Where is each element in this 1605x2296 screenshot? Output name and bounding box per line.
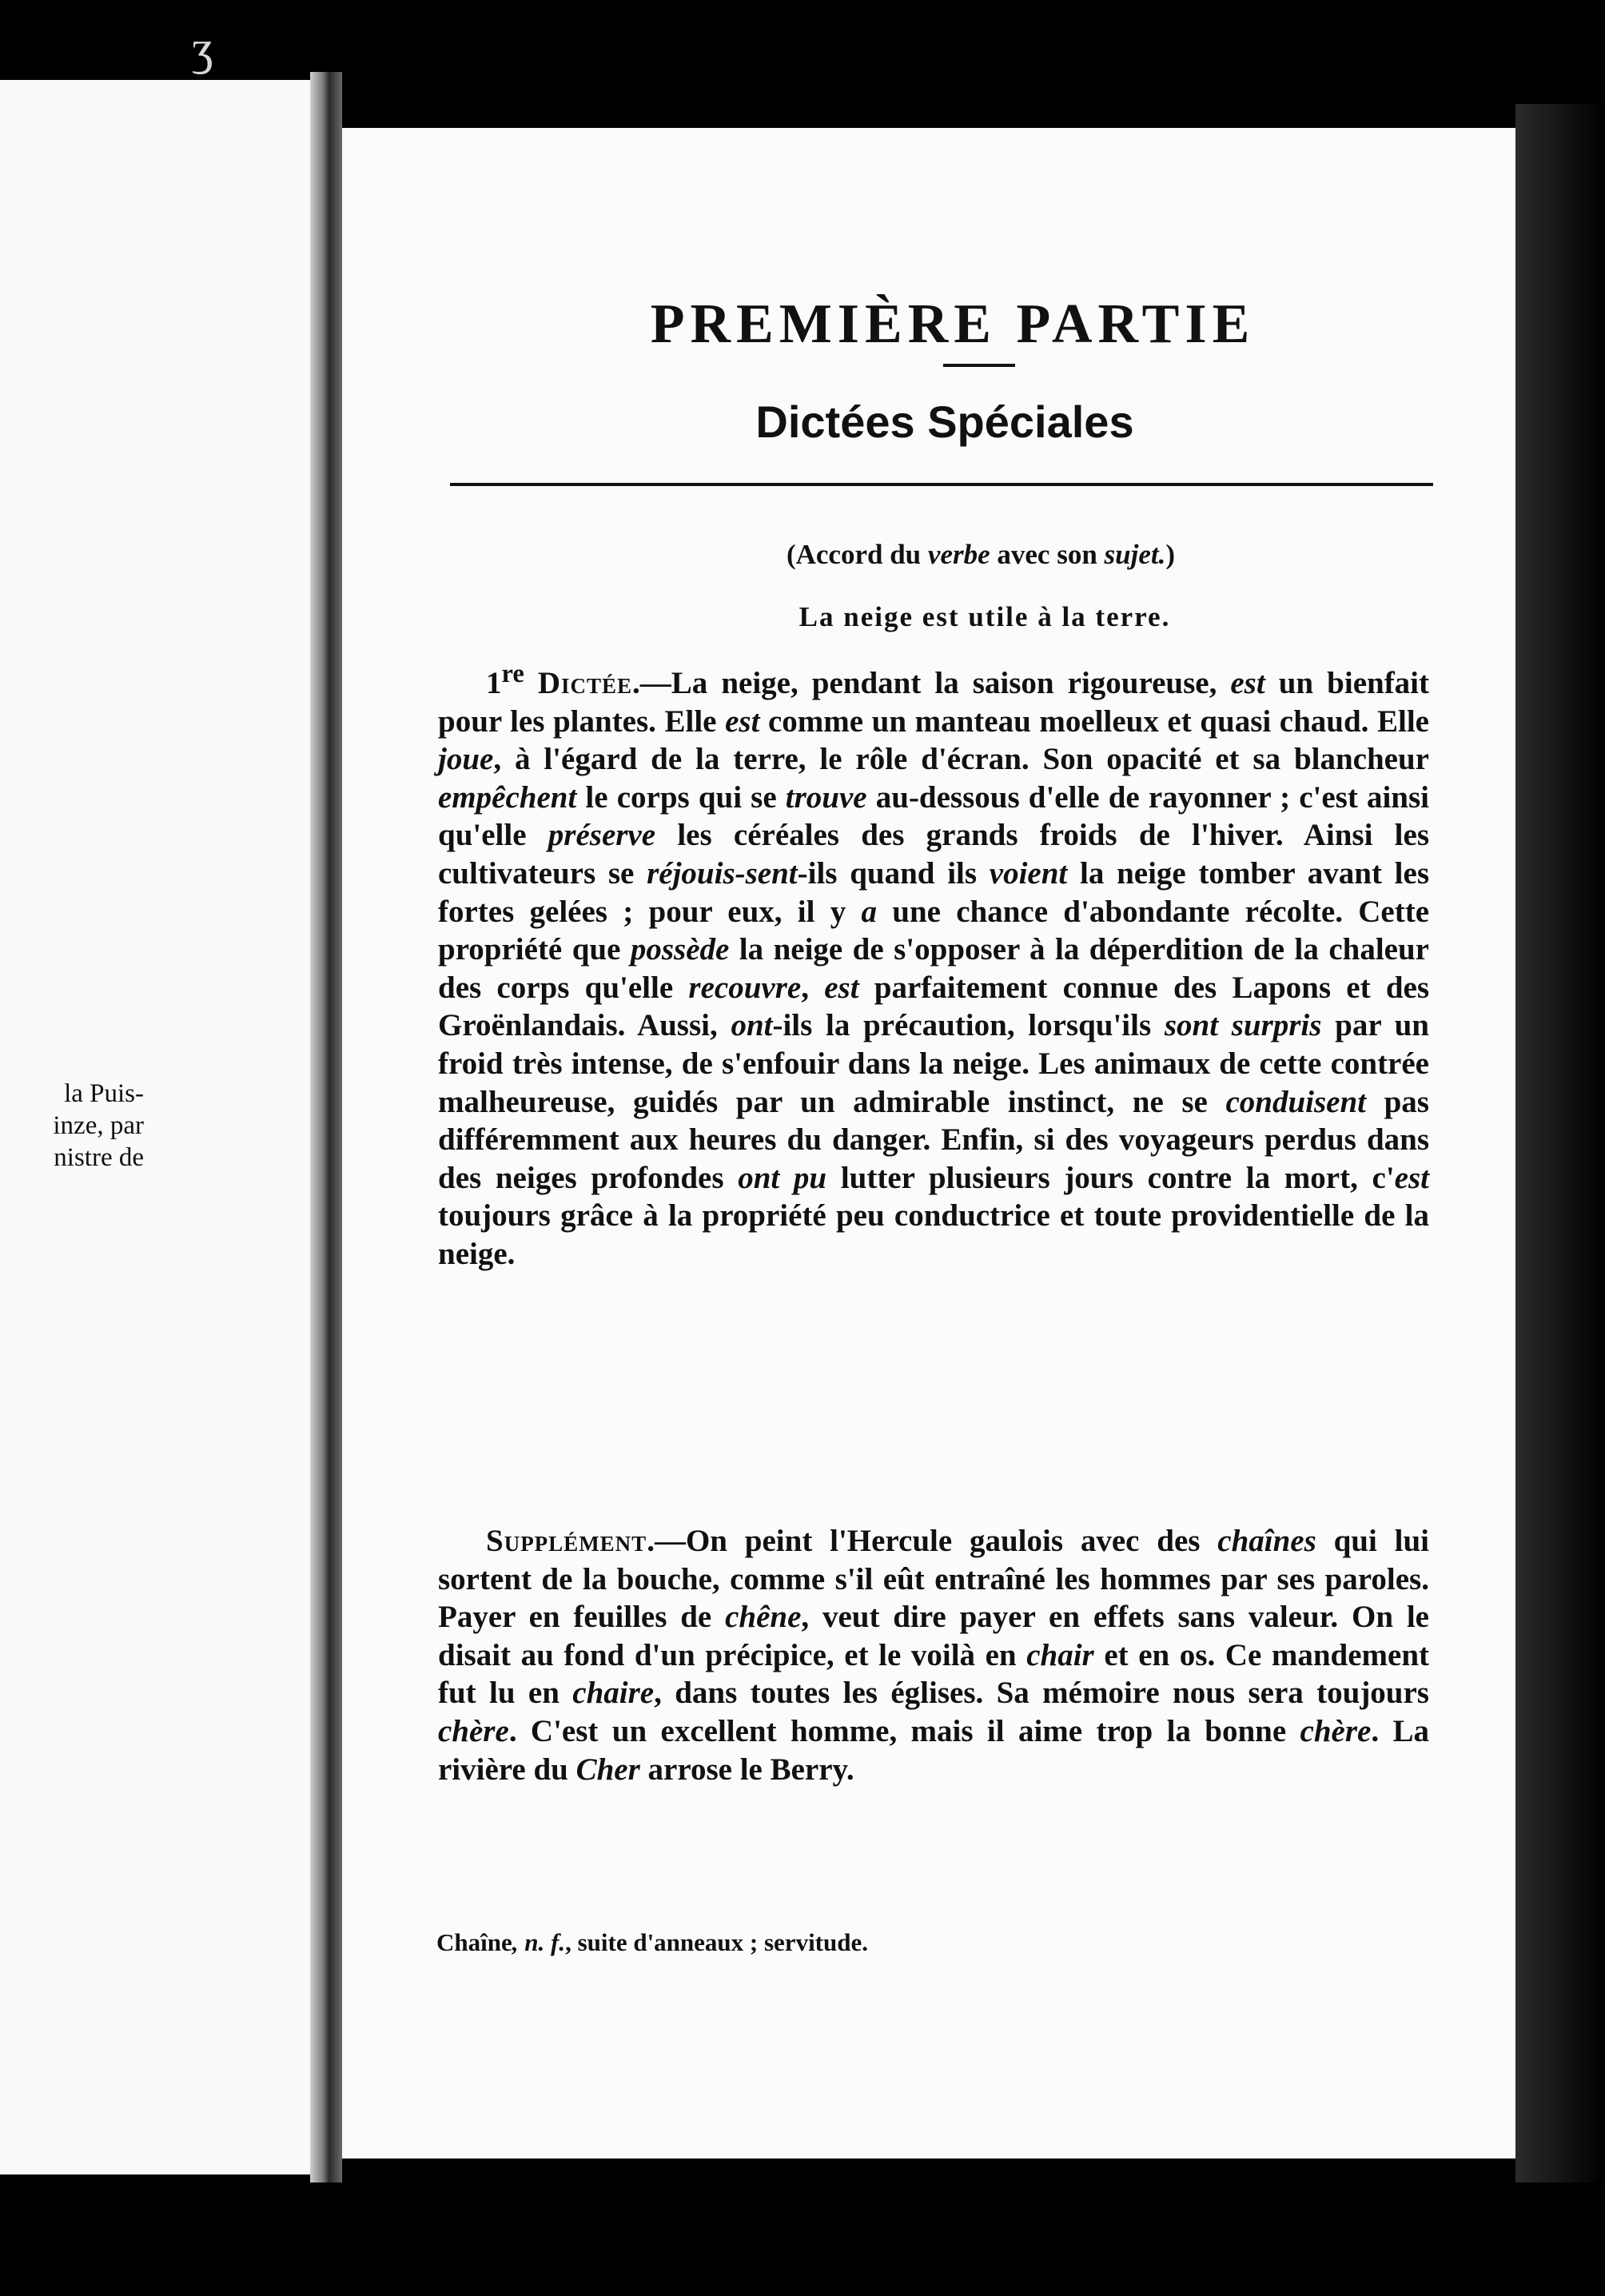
dictee-verb: est <box>1394 1160 1429 1195</box>
left-page-text-fragments <box>0 1078 144 1174</box>
glossary-entry <box>436 1927 868 1959</box>
dictee-verb: sont surpris <box>1164 1008 1322 1043</box>
dictee-verb: est <box>725 704 760 739</box>
left-fragment-line: nistre de <box>54 1143 144 1172</box>
dictee-verb: possède <box>630 932 730 967</box>
book-gutter <box>310 72 342 2182</box>
rubric-suffix: ) <box>1165 539 1176 570</box>
part-title: PREMIÈRE PARTIE <box>650 293 1256 355</box>
dictee-verb: conduisent <box>1225 1084 1367 1119</box>
section-divider <box>450 483 1433 486</box>
dictee-verb: est <box>824 970 859 1005</box>
glossary-definition: , suite d'anneaux ; servitude. <box>565 1928 868 1956</box>
dictee-number: 1 <box>486 666 502 700</box>
dictee-paragraph <box>438 656 1429 1274</box>
dictee-text-segment: par un froid très intense, de s'enfouir dans la neige. Les animaux de cette contrée malheureuse, guidés par un admirable instinct, ne se <box>438 1008 1429 1119</box>
grammar-rubric <box>342 537 1515 572</box>
dictee-text-segment: comme un manteau moelleux et quasi chaud. Elle <box>759 704 1429 739</box>
dictee-verb: recouvre <box>688 970 802 1005</box>
dictee-text-segment: une chance d'abondante récolte. Cette propriété que <box>438 894 1430 967</box>
dictee-verb: ont <box>731 1008 773 1043</box>
homonym-word: chère <box>1300 1713 1372 1748</box>
left-fragment-line: inze, par <box>53 1111 144 1140</box>
rubric-prefix: (Accord du <box>786 539 928 570</box>
glossary-abbreviation: , n. f. <box>512 1928 566 1956</box>
dictee-text-segment: la neige tomber avant les fortes gelées ; pour eux, il y <box>438 855 1429 929</box>
dictee-verb: trouve <box>785 779 867 815</box>
page-edge-shadow <box>1515 104 1605 2182</box>
dictee-text-segment: -ils la précaution, lorsqu'ils <box>772 1008 1165 1043</box>
rubric-middle: avec son <box>990 539 1105 570</box>
dictee-text-segment: , à l'égard de la terre, le rôle d'écran. Son opacité et sa blancheur <box>493 742 1429 777</box>
supplement-text-segment: qui lui sortent de la bouche, comme s'il eût entraîné les hommes par ses paroles. Payer en feuilles de <box>438 1524 1429 1635</box>
homonym-word: chair <box>1026 1637 1094 1672</box>
dictee-verb: préserve <box>548 818 656 853</box>
dictee-number-suffix: re <box>501 660 524 688</box>
rubric-sujet: sujet. <box>1104 539 1166 570</box>
homonym-word: Cher <box>575 1752 640 1787</box>
dictee-text-segment: pas différemment aux heures du danger. Enfin, si des voyageurs perdus dans des neiges profondes <box>438 1084 1429 1195</box>
dictee-title: La neige est utile à la terre. <box>799 601 1171 632</box>
dictee-text-segment: la neige de s'opposer à la déperdition de la chaleur des corps qu'elle <box>438 932 1429 1005</box>
dictee-verb: voient <box>989 855 1068 891</box>
homonym-word: chêne <box>725 1600 802 1635</box>
supplement-text-segment: et en os. Ce mandement fut lu en <box>438 1637 1430 1711</box>
homonym-word: chaînes <box>1217 1524 1316 1558</box>
rubric-verbe: verbe <box>927 539 990 570</box>
homonym-word: chère <box>438 1713 509 1748</box>
dictee-text-segment: lutter plusieurs jours contre la mort, c' <box>826 1160 1395 1195</box>
dictee-text-segment: un bienfait pour les plantes. Elle <box>438 666 1430 739</box>
section-subtitle: Dictées Spéciales <box>755 397 1134 447</box>
dictee-verb: a <box>861 894 877 929</box>
dictee-text-segment: le corps qui se <box>576 779 786 815</box>
left-facing-page <box>0 80 310 2174</box>
dictee-verb: réjouis-sent <box>647 855 798 891</box>
dictee-verb: empêchent <box>438 779 577 815</box>
book-page <box>342 128 1515 2158</box>
supplement-text-segment: .—On peint l'Hercule gaulois avec des <box>647 1524 1218 1558</box>
dictee-label: Dictée <box>537 666 633 700</box>
supplement-text-segment: , veut dire payer en effets sans valeur. On le disait au fond d'un précipice, et le voilà en <box>438 1600 1429 1672</box>
dictee-verb: est <box>1230 666 1265 700</box>
supplement-paragraph <box>438 1522 1429 1788</box>
left-fragment-line: la Puis- <box>64 1079 144 1108</box>
supplement-text-segment: , dans toutes les églises. Sa mémoire nous sera toujours <box>654 1676 1429 1711</box>
dictee-text-segment: les céréales des grands froids de l'hiver. Ainsi les cultivateurs se <box>438 818 1429 891</box>
supplement-text-segment: . La rivière du <box>438 1713 1429 1787</box>
scan-mark: ʒ <box>192 22 213 74</box>
supplement-text-segment: . C'est un excellent homme, mais il aime trop la bonne <box>508 1713 1300 1748</box>
homonym-word: chaire <box>572 1676 655 1711</box>
dictee-text-segment: parfaitement connue des Lapons et des Groënlandais. Aussi, <box>438 970 1430 1043</box>
dictee-verb: joue <box>438 742 494 777</box>
supplement-label: Supplément <box>486 1524 647 1558</box>
title-divider <box>943 364 1015 367</box>
dictee-text-segment: .—La neige, pendant la saison rigoureuse, <box>632 666 1231 700</box>
dictee-verb: ont pu <box>738 1160 827 1195</box>
dictee-text-segment: -ils quand ils <box>797 855 990 891</box>
dictee-text-segment: , <box>801 970 825 1005</box>
dictee-text-segment: au-dessous d'elle de rayonner ; c'est ainsi qu'elle <box>438 779 1430 853</box>
dictee-text-segment: toujours grâce à la propriété peu conductrice et toute providentielle de la neige. <box>438 1198 1429 1271</box>
glossary-word: Chaîne <box>436 1928 512 1956</box>
supplement-text-segment: arrose le Berry. <box>639 1752 854 1787</box>
